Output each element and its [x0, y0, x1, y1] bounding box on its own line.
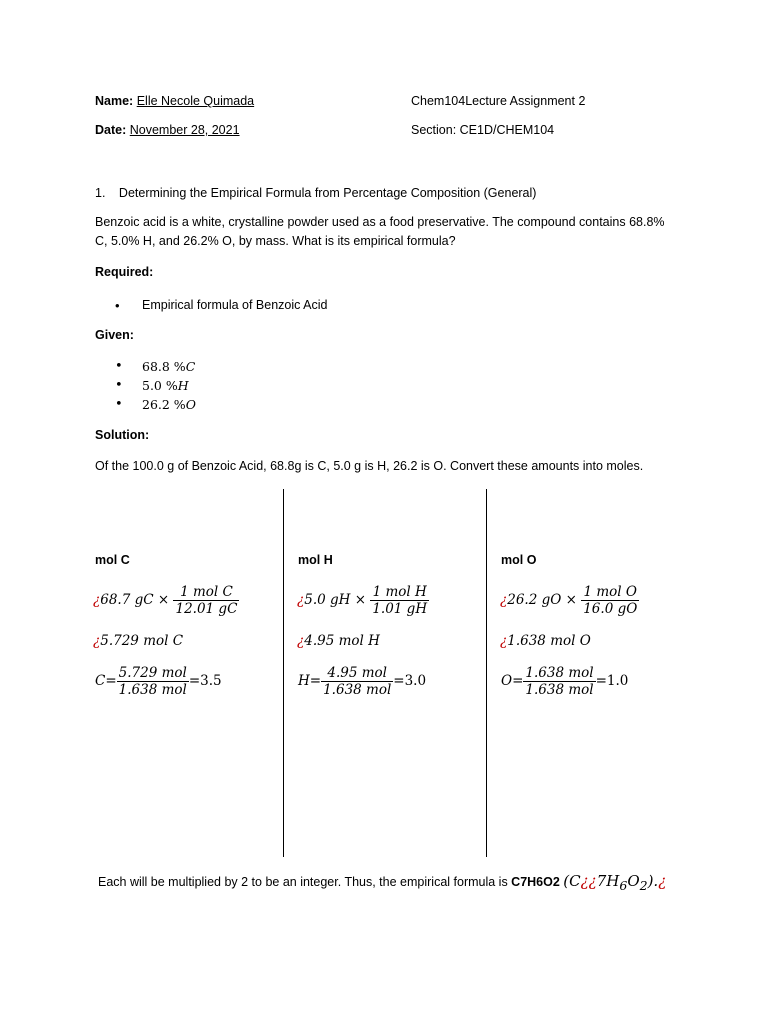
mol-o-conversion-fraction: $\frac{\text{1 mol O}}{16.0 gO}$ [583, 584, 638, 617]
mol-h-heading: mol H [298, 553, 333, 567]
mol-c-conversion: ¿68.7 gC × $\frac{\text{1 mol C}}{12.01 gC}$ [93, 584, 238, 617]
required-label: Required: [95, 265, 154, 279]
problem-heading [95, 186, 536, 200]
problem-statement-line1: Benzoic acid is a white, crystalline powder used as a food preservative. The compound contains 68.8% [95, 215, 665, 229]
solution-label: Solution: [95, 428, 150, 442]
given-label: Given: [95, 328, 134, 342]
section-value: CE1D/CHEM104 [459, 123, 555, 137]
given-list [115, 357, 196, 414]
conclusion-math: $(C¿¿7H_6O_2).¿$ [563, 872, 667, 893]
mol-o-conversion: ¿26.2 gO × $\frac{\text{1 mol O}}{16.0 gO}$ [500, 584, 638, 617]
mol-o-heading: mol O [501, 553, 537, 567]
mol-h-ratio: H= $\frac{\text{4.95 mol}}{\text{1.638 mol}}$ =3.0 [298, 665, 427, 698]
required-list [115, 296, 328, 315]
mol-c-heading: mol C [95, 553, 130, 567]
date-line [95, 123, 240, 137]
given-item-h: • 5.0 %H [115, 376, 196, 395]
column-divider-2 [486, 489, 487, 857]
section-line [411, 123, 554, 137]
column-divider-1 [283, 489, 284, 857]
conclusion [98, 872, 666, 893]
mol-h-moles: ¿4.95 mol H [297, 633, 380, 649]
mol-o-moles: ¿1.638 mol O [500, 633, 591, 649]
name-line [95, 94, 254, 108]
mol-o-ratio: O= $\frac{\text{1.638 mol}}{\text{1.638 mol}}$ =1.0 [501, 665, 629, 698]
name-label: Name: [95, 94, 134, 108]
mol-c-moles: ¿5.729 mol C [93, 633, 184, 649]
course-title: Chem104Lecture Assignment 2 [411, 94, 586, 108]
given-item-o: • 26.2 %O [115, 395, 196, 414]
name-value: Elle Necole Quimada [136, 94, 255, 108]
problem-title: Determining the Empirical Formula from Percentage Composition (General) [118, 186, 537, 200]
section-label: Section: [411, 123, 457, 137]
required-item: • Empirical formula of Benzoic Acid [115, 296, 328, 315]
date-value: November 28, 2021 [129, 123, 240, 137]
mol-h-conversion-fraction: $\frac{\text{1 mol H}}{1.01 gH}$ [372, 584, 428, 617]
mol-h-conversion: ¿5.0 gH × $\frac{\text{1 mol H}}{1.01 gH}$ [297, 584, 428, 617]
mol-c-conversion-fraction: $\frac{\text{1 mol C}}{12.01 gC}$ [175, 584, 238, 617]
mol-c-ratio: C= $\frac{\text{5.729 mol}}{\text{1.638 mol}}$ =3.5 [95, 665, 222, 698]
problem-number: 1. [95, 186, 106, 200]
conclusion-text: Each will be multiplied by 2 to be an integer. Thus, the empirical formula is [98, 875, 512, 889]
problem-statement-line2: C, 5.0% H, and 26.2% O, by mass. What is its empirical formula? [95, 234, 456, 248]
date-label: Date: [95, 123, 127, 137]
solution-intro: Of the 100.0 g of Benzoic Acid, 68.8g is C, 5.0 g is H, 26.2 is O. Convert these amounts into moles. [95, 459, 644, 473]
conclusion-formula: C7H6O2 [511, 875, 560, 889]
given-item-c: • 68.8 %C [115, 357, 196, 376]
